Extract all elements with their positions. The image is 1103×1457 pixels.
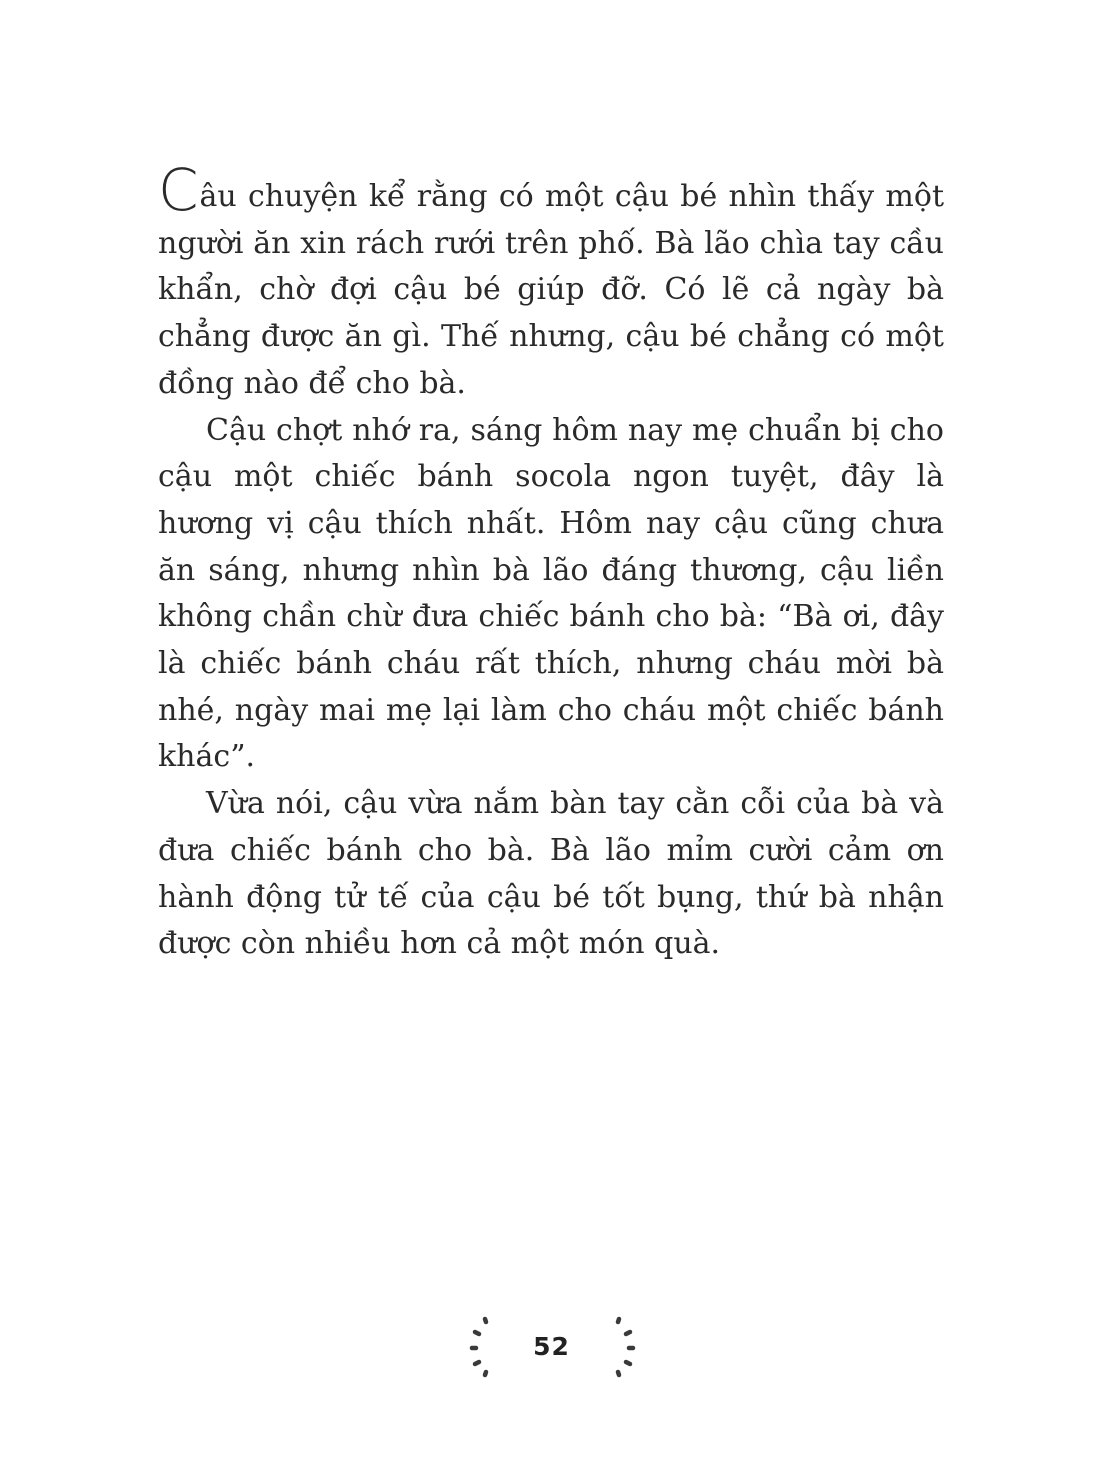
story-paragraph-2: Cậu chợt nhớ ra, sáng hôm nay mẹ chuẩn bị cho cậu một chiếc bánh socola ngon tuyệt, đây là hương vị cậu thích nhất. Hôm nay cậu cũng chưa ăn sáng, nhưng nhìn bà lão đáng thương, cậu liền không chần chừ đưa chiếc bánh cho bà: “Bà ơi, đây là chiếc bánh cháu rất thích, nhưng cháu mời bà nhé, ngày mai mẹ lại làm cho cháu một chiếc bánh khác”. bbox=[158, 412, 944, 775]
paragraph-1-text: âu chuyện kể rằng có một cậu bé nhìn thấy một người ăn xin rách rưới trên phố. Bà lão chìa tay cầu khẩn, chờ đợi cậu bé giúp đỡ. Có lẽ cả ngày bà chẳng được ăn gì. Thế nhưng, cậu bé chẳng có một đồng nào để cho bà. bbox=[158, 179, 944, 401]
right-sparkle-icon bbox=[603, 1310, 643, 1390]
page-footer bbox=[0, 1310, 1103, 1390]
story-paragraph-1 bbox=[158, 156, 944, 408]
page-number: 52 bbox=[533, 1332, 570, 1361]
story-paragraph-3: Vừa nói, cậu vừa nắm bàn tay cằn cỗi của bà và đưa chiếc bánh cho bà. Bà lão mỉm cười cảm ơn hành động tử tế của cậu bé tốt bụng, thứ bà nhận được còn nhiều hơn cả một món quà. bbox=[158, 786, 944, 962]
drop-cap: C bbox=[158, 156, 199, 224]
story-body bbox=[158, 156, 944, 968]
